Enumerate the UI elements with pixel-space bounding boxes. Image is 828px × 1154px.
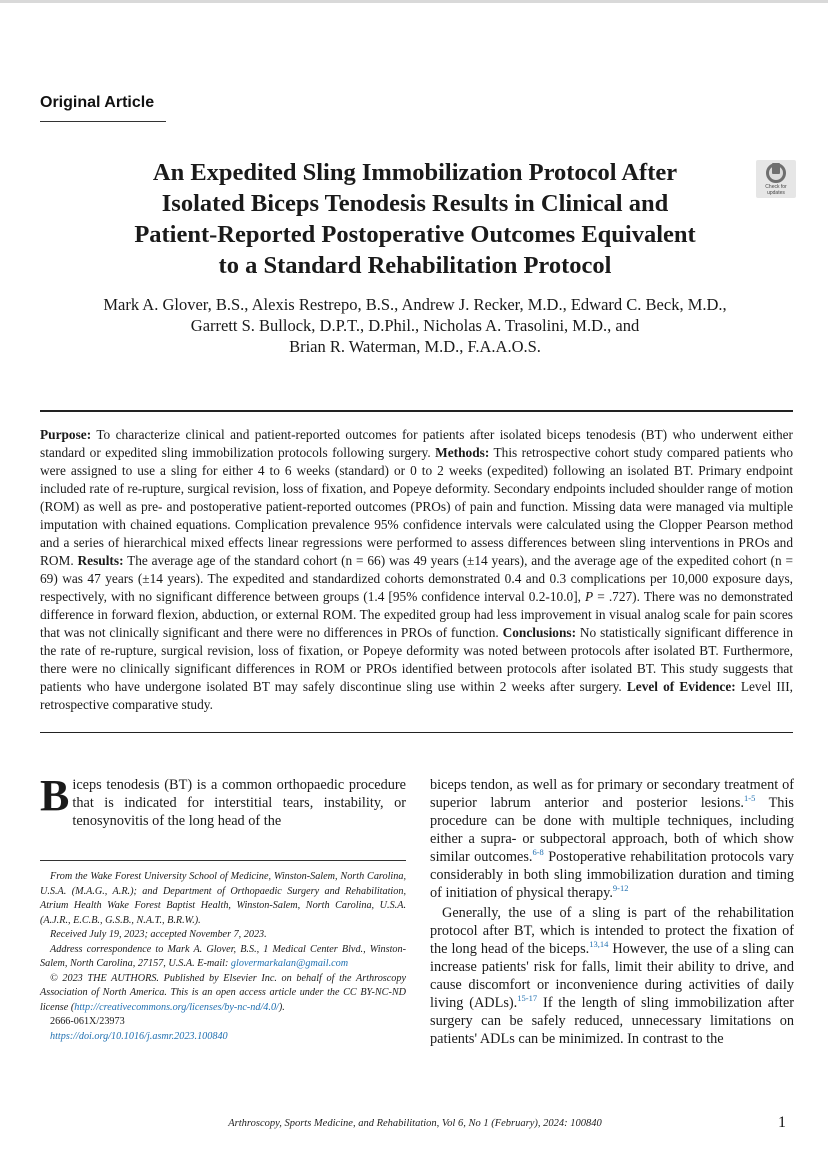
doi-note: [40, 1030, 406, 1045]
citation-ref[interactable]: 1-5: [744, 793, 756, 804]
body-left-column: [40, 771, 406, 830]
copyright-note: © 2023 THE AUTHORS. Published by Elsevier Inc. on behalf of the Arthroscopy Association of North America. This is an open access article under the CC BY-NC-ND license (http://creativecommons.org/licenses/by-nc-nd/4.0/).: [40, 972, 406, 1013]
drop-cap: B: [40, 771, 70, 820]
top-border: [0, 0, 828, 3]
purpose-text: To characterize clinical and patient-reported outcomes for patients after isolated biceps tenodesis (BT) who underwent either standard or expedited sling immobilization protocols following surgery.: [40, 427, 793, 460]
section-rule: [40, 121, 166, 122]
footnote-rule: [40, 860, 406, 861]
section-label: Original Article: [40, 94, 155, 111]
received-note: Received July 19, 2023; accepted November 7, 2023.: [50, 929, 267, 940]
right-paragraph-2: Generally, the use of a sling is part of the rehabilitation protocol after BT, which is intended to protect the fixation of the long head of the biceps.$^{13,14}$ However, the use of a sling can increase patients' risk for falls, limit their ability to drive, and cause discomfort or inconvenience during activities of daily living (ADLs).$^{15-17}$ If the length of sling immobilization after surgery can be safely reduced, unnecessary limitations on patients' ADLs can be minimized. In contrast to the: [430, 905, 795, 1047]
results-text-cont: = .727). There was no demonstrated difference in forward flexion, abduction, or external ROM. The expedited group had less improvement in visual analog scale for pain scores that was not clinically significant and there were no differences in PROs of function.: [40, 589, 793, 640]
author-line: Mark A. Glover, B.S., Alexis Restrepo, B.S., Andrew J. Recker, M.D., Edward C. Beck, M.D.,: [103, 295, 727, 314]
email-link[interactable]: glovermarkalan@gmail.com: [230, 958, 349, 969]
title-line: to a Standard Rehabilitation Protocol: [218, 252, 612, 279]
crossmark-label: Check for updates: [765, 184, 787, 196]
abstract-top-rule: [40, 410, 793, 412]
purpose-label: Purpose:: [40, 427, 92, 442]
level-of-evidence-text: Level III, retrospective comparative study.: [40, 679, 794, 712]
conclusions-label: Conclusions:: [502, 625, 577, 640]
title-line: An Expedited Sling Immobilization Protocol After: [152, 159, 678, 186]
correspondence-note: Address correspondence to Mark A. Glover, B.S., 1 Medical Center Blvd., Winston-Salem, North Carolina, 27157, U.S.A. E-mail: glovermarkalan@gmail.com: [40, 943, 406, 969]
title-line: Patient-Reported Postoperative Outcomes Equivalent: [134, 221, 696, 248]
page-number: 1: [778, 1114, 786, 1131]
results-label: Results:: [77, 553, 124, 568]
title-line: Isolated Biceps Tenodesis Results in Clinical and: [161, 190, 669, 217]
level-of-evidence-label: Level of Evidence:: [626, 679, 736, 694]
journal-citation-footer: Arthroscopy, Sports Medicine, and Rehabilitation, Vol 6, No 1 (February), 2024: 100840: [228, 1118, 602, 1129]
author-list: [40, 294, 790, 357]
methods-text: This retrospective cohort study compared patients who were assigned to use a sling for either 4 to 6 weeks (standard) or 0 to 2 weeks (expedited) following an isolated BT. Primary endpoint included rate of re-rupture, surgical revision, loss of fixation, and Popeye deformity. Secondary endpoints included shoulder range of motion (ROM) as well as pre- and postoperative patient-reported outcomes (PROs) of pain and function. Missing data were managed via multiple imputation with chained equations. Complication prevalence 95% confidence intervals were calculated using the Clopper Pearson method and a series of hierarchical mixed effects linear regressions were performed to assess differences between sling interventions in PROs and ROM.: [40, 445, 793, 568]
author-line: Garrett S. Bullock, D.P.T., D.Phil., Nicholas A. Trasolini, M.D., and: [190, 316, 640, 335]
results-text: The average age of the standard cohort (n = 66) was 49 years (±14 years), and the average age of the expedited cohort (n = 69) was 47 years (±14 years). The expedited and standardized cohorts demonstrated 0.4 and 0.3 complications per 10,000 exposure days, respectively, with no significant difference between groups (1.4 [95% confidence interval 0.2-10.0],: [40, 553, 793, 604]
methods-label: Methods:: [435, 445, 490, 460]
license-link[interactable]: http://creativecommons.org/licenses/by-nc-nd/4.0/: [74, 1001, 279, 1013]
issn-note: 2666-061X/23973: [50, 1016, 125, 1027]
abstract: [40, 426, 793, 714]
author-line: Brian R. Waterman, M.D., F.A.A.O.S.: [289, 337, 541, 356]
p-value-symbol: P: [585, 589, 594, 604]
body-right-column: [430, 776, 794, 1048]
article-title: [70, 157, 760, 281]
right-paragraph-1: biceps tendon, as well as for primary or secondary treatment of superior labrum anterior and posterior lesions.$^{1-5}$ This procedure can be done with multiple techniques, including either a supra- or subpectoral approach, both of which show similar outcomes.$^{6-8}$ Postoperative rehabilitation protocols vary considerably in both sling immobilization duration and timing of initiation of physical therapy.$^{9-12}$: [430, 777, 794, 901]
affiliation-note: From the Wake Forest University School of Medicine, Winston-Salem, North Carolina, U.S.A. (M.A.G., A.R.); and Department of Orthopaedic Surgery and Rehabilitation, Atrium Health Wake Forest Baptist Health, Winston-Salem, North Carolina, U.S.A. (A.J.R., E.C.B., G.S.B., N.A.T., B.R.W.).: [40, 871, 406, 926]
citation-ref[interactable]: 15-17: [517, 993, 538, 1004]
crossmark-icon: [766, 163, 786, 183]
citation-ref[interactable]: 6-8: [532, 847, 544, 858]
abstract-bottom-rule: [40, 732, 793, 733]
doi-link[interactable]: https://doi.org/10.1016/j.asmr.2023.100840: [50, 1030, 228, 1042]
footnotes: [40, 870, 406, 1044]
intro-paragraph: iceps tenodesis (BT) is a common orthopaedic procedure that is indicated for interstitial tears, instability, or tenosynovitis of the long head of the: [72, 777, 406, 829]
citation-ref[interactable]: 9-12: [612, 883, 629, 894]
check-for-updates-badge[interactable]: [756, 160, 796, 198]
conclusions-text: No statistically significant difference in the rate of re-rupture, surgical revision, loss of fixation, or Popeye deformity was noted between protocols after isolated BT. Furthermore, there were no clinically significant differences in ROM or PROs identified between protocols after isolated BT. This study suggests that patients who have undergone isolated BT may safely discontinue sling use within 2 weeks after surgery.: [40, 625, 793, 694]
citation-ref[interactable]: 13,14: [589, 939, 609, 950]
